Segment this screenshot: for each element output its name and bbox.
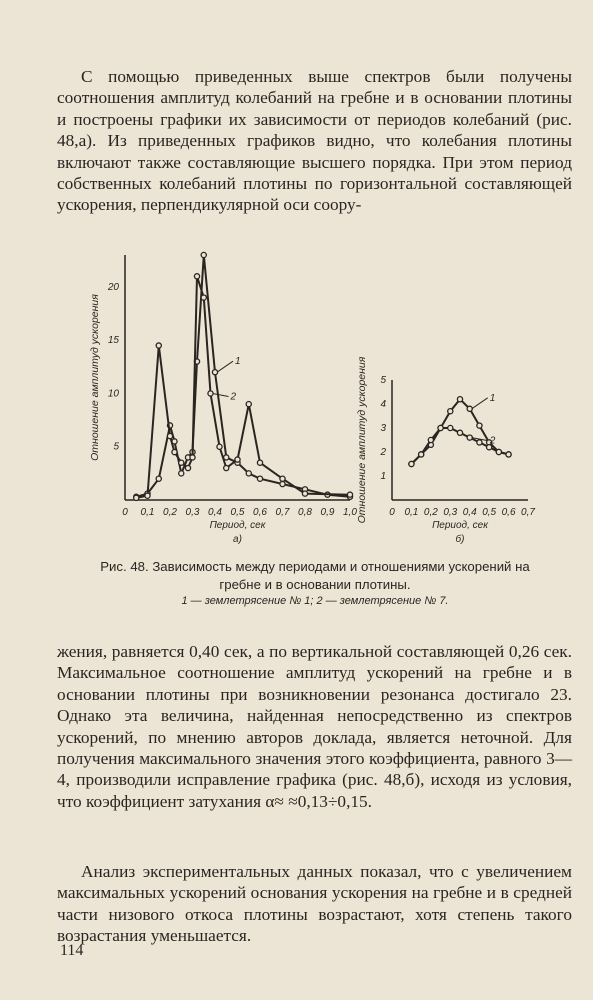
panel-a-x-tick-label: 0,6: [253, 507, 267, 518]
panel-a-y-tick-label: 5: [113, 441, 119, 453]
panel-a-series-2-point: [179, 460, 184, 465]
panel-b-y-tick-label: 3: [380, 423, 386, 434]
figure-caption: Рис. 48. Зависимость между периодами и отношениями ускорений на гребне и в основании плотины.: [100, 559, 530, 592]
panel-b-x-tick-label: 0,5: [482, 507, 497, 518]
paragraph-2: жения, равняется 0,40 сек, а по вертикальной составляющей 0,26 сек. Максимальное соотношение амплитуд ускорений на гребне и в основании плотины при возникновении резонанса достигало 23. Однако эта величина, найденная непосредственно из спектров ускорений, по мнению авторов доклада, является неточной. Для получения максимального значения этого коэффициента, равного 3—4, производили исправление графика (рис. 48,б), исходя из условия, что коэффициент затухания α≈ ≈0,13÷0,15.: [57, 642, 572, 811]
panel-a-series-2-point: [156, 343, 161, 348]
panel-b-x-tick-label: 0,1: [404, 507, 419, 518]
panel-b-panel-label: б): [455, 534, 465, 545]
panel-a-series-1-point: [179, 471, 184, 476]
panel-a-x-tick-label: 0,4: [208, 507, 222, 518]
panel-a-series-2-point: [190, 455, 195, 460]
panel-b-series-2-point: [477, 440, 482, 445]
panel-a-x-tick-label: 0,5: [230, 507, 245, 518]
panel-b-series-1-point: [448, 409, 453, 414]
panel-a-x-tick-label: 0,7: [275, 507, 290, 518]
panel-b-series-1-point: [477, 423, 482, 428]
panel-a-series-2-point: [201, 295, 206, 300]
panel-b-series-2-point: [428, 437, 433, 442]
panel-a-series-2-point: [194, 274, 199, 279]
panel-a-x-tick-label: 0,8: [298, 507, 312, 518]
panel-a-series-2-point: [280, 476, 285, 481]
panel-b-series-1-point: [467, 406, 472, 411]
panel-a-y-tick-label: 10: [107, 388, 119, 400]
panel-a-series-2-point: [217, 444, 222, 449]
panel-a-series-2-point: [302, 491, 307, 496]
panel-a-series-1-point: [246, 471, 251, 476]
panel-b-y-axis-label: Отношение амплитуд ускорения: [356, 356, 368, 524]
panel-a-panel-label: а): [233, 534, 242, 545]
figure-48-svg: [80, 245, 550, 555]
panel-b-x-tick-label: 0: [389, 507, 395, 518]
panel-b-y-tick-label: 1: [380, 471, 386, 482]
panel-b-x-tick-label: 0,4: [462, 507, 477, 518]
panel-a-series-2-point: [145, 493, 150, 498]
panel-b-series-2-point: [457, 430, 462, 435]
panel-b-x-tick-label: 0,2: [423, 507, 438, 518]
figure-legend-caption: 1 — землетрясение № 1; 2 — землетрясение № 7.: [181, 595, 449, 607]
panel-a-x-tick-label: 0: [122, 507, 128, 518]
panel-a-series-2-point: [246, 402, 251, 407]
panel-a-x-tick-label: 0,2: [163, 507, 177, 518]
panel-a-series-2-label: 2: [230, 391, 237, 403]
panel-a-series-1-point: [212, 370, 217, 375]
panel-a-series-1-label: 1: [235, 356, 241, 368]
panel-b-x-tick-label: 0,3: [443, 507, 458, 518]
panel-b-series-1-point: [457, 397, 462, 402]
panel-a-series-2-point: [208, 391, 213, 396]
panel-b-series-1-label: 1: [489, 392, 496, 404]
panel-a-series-2-point: [167, 433, 172, 438]
panel-a-y-axis-label: Отношение амплитуд ускорения: [89, 294, 101, 461]
panel-b-series-2-point: [496, 449, 501, 454]
panel-b-series-1-leader: [472, 398, 488, 409]
panel-a-y-tick-label: 15: [107, 335, 119, 347]
panel-b-y-tick-label: 5: [380, 375, 386, 386]
panel-a-series-2-point: [185, 465, 190, 470]
panel-a-x-tick-label: 1,0: [343, 507, 357, 518]
panel-a-series-1-point: [156, 476, 161, 481]
panel-a-series-2-point: [235, 457, 240, 462]
panel-a-series-1-leader: [217, 361, 233, 372]
panel-b-y-tick-label: 4: [380, 399, 386, 410]
panel-b-series-2-point: [409, 461, 414, 466]
paragraph-1: С помощью приведенных выше спектров были получены соотношения амплитуд колебаний на гребне и в основании плотины и построены графики их зависимости от периодов колебаний (рис. 48,а). Из приведенных графиков видно, что колебания плотины включают также составляющие высшего порядка. При этом период собственных колебаний плотины по горизонтальной составляющей ускорения, перпендикулярной оси соору-: [57, 67, 572, 215]
panel-b-series-2-point: [506, 452, 511, 457]
panel-b-series-2-point: [438, 425, 443, 430]
panel-a-series-2-point: [134, 495, 139, 500]
panel-a-x-tick-label: 0,1: [140, 507, 155, 518]
paragraph-3: Анализ экспериментальных данных показал, что с увеличением максимальных ускорений основания ускорения на гребне и в средней части низового откоса плотины возрастают, хотя степень такого возрастания уменьшается.: [57, 862, 572, 946]
figure-48: [80, 245, 550, 555]
panel-a-series-1-point: [201, 252, 206, 257]
panel-a-y-tick-label: 20: [107, 281, 119, 293]
panel-b-y-tick-label: 2: [380, 447, 386, 458]
panel-a-series-2-line: [136, 276, 350, 498]
panel-a-series-2-point: [257, 460, 262, 465]
panel-b-series-2-label: 2: [489, 435, 496, 447]
panel-b-series-2-point: [448, 425, 453, 430]
panel-b-x-tick-label: 0,6: [501, 507, 516, 518]
panel-b-x-axis-label: Период, сек: [432, 520, 488, 531]
panel-a-series-2-point: [172, 449, 177, 454]
panel-a-x-tick-label: 0,3: [185, 507, 200, 518]
panel-a-series-1-line: [136, 255, 350, 497]
panel-a-x-axis-label: Период, сек: [209, 520, 266, 531]
page-number: 114: [60, 942, 84, 959]
panel-a-x-tick-label: 0,9: [320, 507, 335, 518]
panel-a-series-2-point: [347, 492, 352, 497]
panel-a-series-2-leader: [213, 393, 229, 396]
panel-b-series-2-point: [467, 435, 472, 440]
panel-b-series-2-point: [419, 452, 424, 457]
panel-a-series-1-point: [257, 476, 262, 481]
panel-a-series-1-point: [280, 481, 285, 486]
panel-b-x-tick-label: 0,7: [521, 507, 535, 518]
panel-a-series-2-point: [224, 465, 229, 470]
